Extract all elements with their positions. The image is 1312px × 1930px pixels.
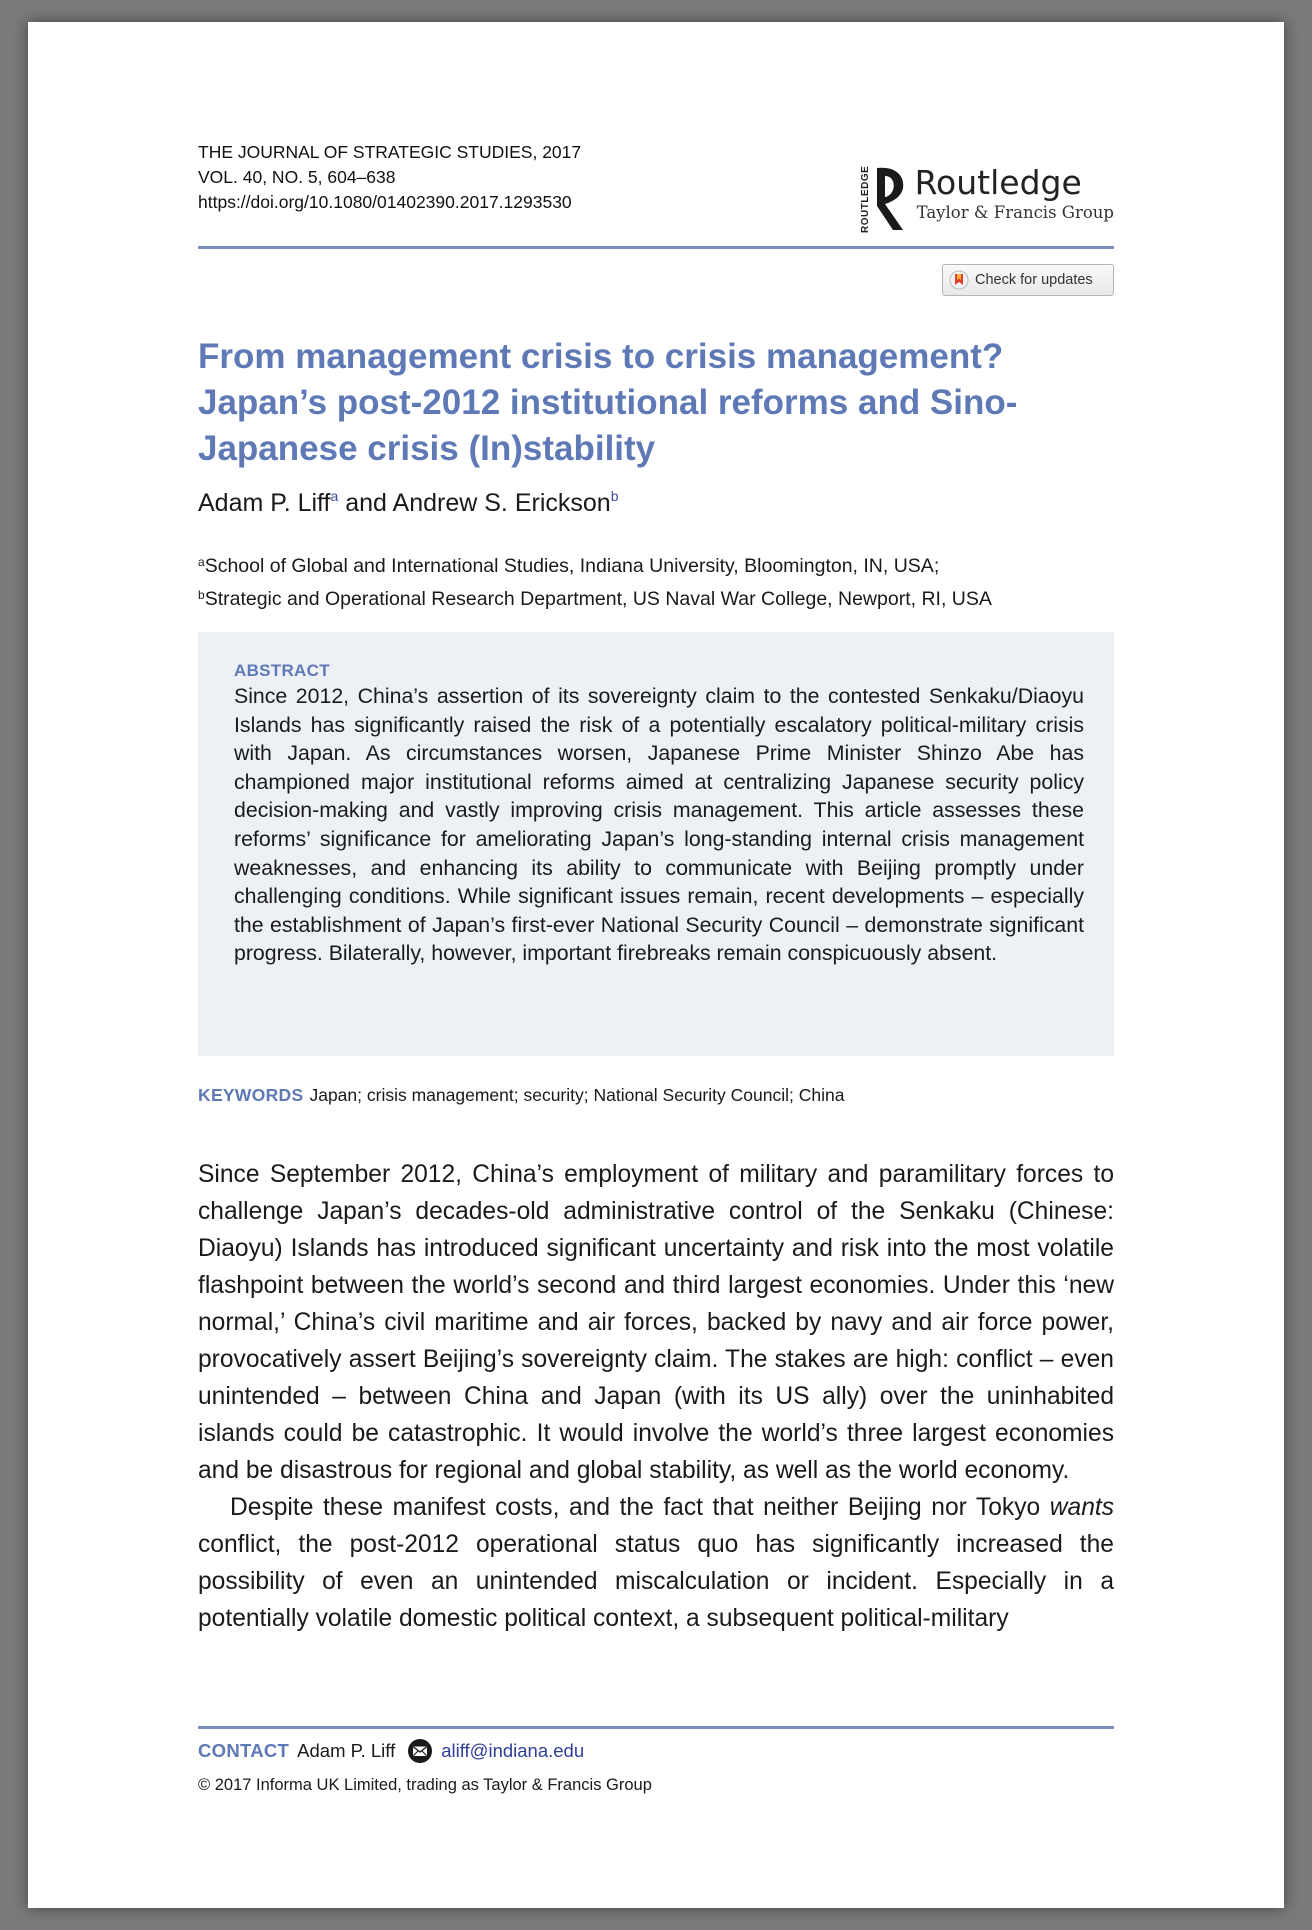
mail-icon[interactable] xyxy=(407,1738,433,1764)
affiliation-b-mark: b xyxy=(198,588,205,602)
keywords xyxy=(198,1085,844,1106)
publisher-group: Taylor & Francis Group xyxy=(916,203,1114,222)
body-text xyxy=(198,1156,1114,1637)
journal-name: THE JOURNAL OF STRATEGIC STUDIES, 2017 xyxy=(198,142,582,162)
publisher-logo xyxy=(860,164,1114,234)
article-title: From management crisis to crisis management? Japan’s post-2012 institutional reforms and Sino-Japanese crisis (In)stability xyxy=(198,337,1018,468)
check-updates-button[interactable] xyxy=(942,264,1114,296)
author-1[interactable]: Adam P. Liff xyxy=(198,489,331,517)
journal-volume: VOL. 40, NO. 5, 604–638 xyxy=(198,167,396,187)
routledge-mark-icon xyxy=(873,164,907,234)
doi-link[interactable]: https://doi.org/10.1080/01402390.2017.1293530 xyxy=(198,192,572,212)
body-paragraph-1: Since September 2012, China’s employment of military and paramilitary forces to challenge Japan’s decades-old administrative control of the Senkaku (Chinese: Diaoyu) Islands has introduced significant uncertainty and risk into the most volatile flashpoint between the world’s second and third largest economies. Under this ‘new normal,’ China’s civil maritime and air forces, backed by navy and air force power, provocatively assert Beijing’s sovereignty claim. The stakes are high: conflict – even unintended – between China and Japan (with its US ally) over the uninhabited islands could be catastrophic. It would involve the world’s three largest economies and be disastrous for regional and global stability, as well as the world economy. xyxy=(198,1161,1114,1484)
publisher-name: Routledge xyxy=(914,163,1082,202)
author-list xyxy=(198,488,618,518)
footer-rule xyxy=(198,1726,1114,1729)
check-updates-icon xyxy=(949,270,969,290)
copyright-notice: © 2017 Informa UK Limited, trading as Taylor & Francis Group xyxy=(198,1776,652,1794)
affiliation-a: $^a$School of Global and International Studies, Indiana University, Bloomington, IN, USA; xyxy=(198,555,940,577)
abstract-heading: ABSTRACT xyxy=(234,661,330,680)
keywords-heading: KEYWORDS xyxy=(198,1085,304,1105)
contact-email-link[interactable]: aliff@indiana.edu xyxy=(441,1740,585,1761)
header-rule xyxy=(198,246,1114,249)
abstract-box xyxy=(198,632,1114,1056)
author-1-affil-mark[interactable]: a xyxy=(330,488,339,504)
contact-name: Adam P. Liff xyxy=(297,1740,396,1761)
affiliation-b: $^b$Strategic and Operational Research Department, US Naval War College, Newport, RI, USA xyxy=(198,588,992,610)
emphasis-wants: wants xyxy=(1049,1494,1114,1521)
contact-line xyxy=(198,1738,584,1764)
check-updates-label: Check for updates xyxy=(975,272,1093,288)
author-2-affil-mark[interactable]: b xyxy=(610,488,619,504)
body-paragraph-2: Despite these manifest costs, and the fact that neither Beijing nor Tokyo wants conflict, the post-2012 operational status quo has significantly increased the possibility of even an unintended miscalculation or incident. Especially in a potentially volatile domestic political context, a subsequent political-military xyxy=(198,1494,1114,1632)
publisher-vertical-text: ROUTLEDGE xyxy=(859,165,871,233)
author-joiner: and xyxy=(345,489,387,517)
page-content xyxy=(198,140,1114,1794)
affiliation-a-mark: a xyxy=(198,555,205,569)
affiliations xyxy=(198,548,992,614)
keywords-text: Japan; crisis management; security; National Security Council; China xyxy=(309,1085,845,1105)
author-2[interactable]: Andrew S. Erickson xyxy=(392,489,611,517)
abstract-text: Since 2012, China’s assertion of its sovereignty claim to the contested Senkaku/Diaoyu Islands has significantly raised the risk of a potentially escalatory political-military crisis with Japan. As circumstances worsen, Japanese Prime Minister Shinzo Abe has championed major institutional reforms aimed at centralizing Japanese security policy decision-making and vastly improving crisis management. This article assesses these reforms’ significance for ameliorating Japan’s long-standing internal crisis management weaknesses, and enhancing its ability to communicate with Beijing promptly under challenging conditions. While significant issues remain, recent developments – especially the establishment of Japan’s first-ever National Security Council – demonstrate significant progress. Bilaterally, however, important firebreaks remain conspicuously absent. xyxy=(234,684,1084,966)
contact-heading: CONTACT xyxy=(198,1740,290,1761)
document-page xyxy=(28,22,1284,1908)
